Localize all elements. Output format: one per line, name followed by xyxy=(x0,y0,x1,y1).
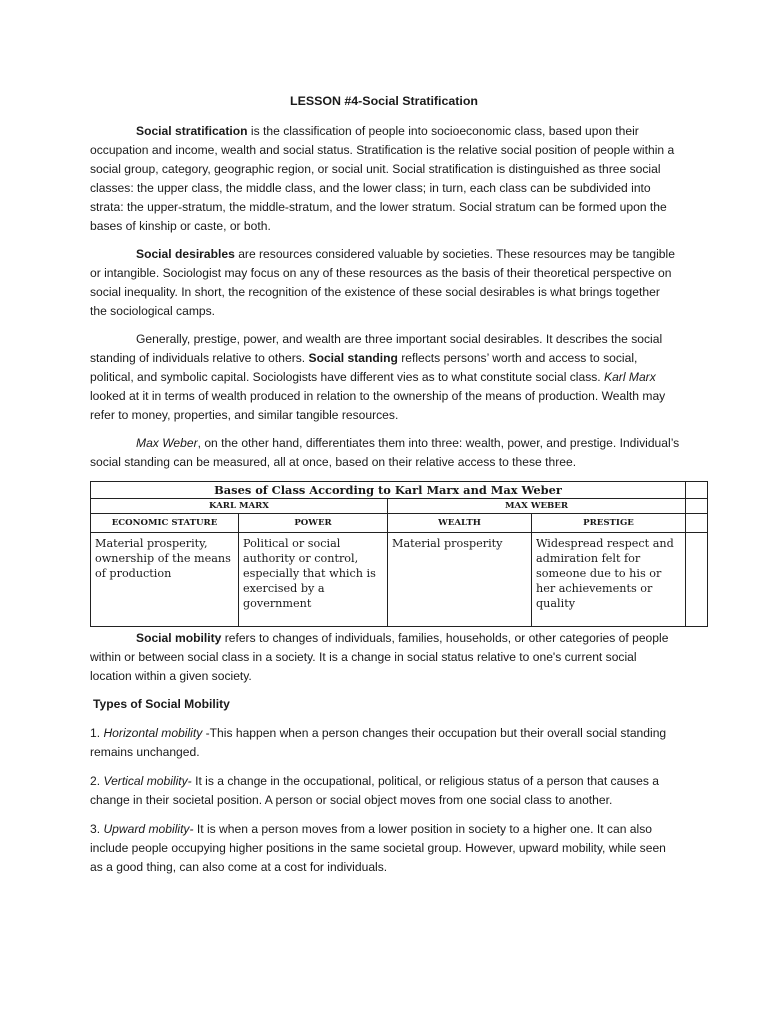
cell-economic-stature: Material prosperity, ownership of the means of production xyxy=(91,533,239,627)
column-header-power: POWER xyxy=(239,514,388,533)
paragraph-social-stratification: Social stratification is the classification of people into socioeconomic class, based upon their occupation and income, wealth and social status. Stratification is the relative social position of people within a social group, category, geographic region, or social unit. Social stratification is distinguished as three social classes: the upper class, the middle class, and the lower class; in turn, each class can be subdivided into strata: the upper-stratum, the middle-stratum, and the lower stratum. Social stratum can be formed upon the bases of kinship or caste, or both. xyxy=(90,124,675,233)
types-heading: Types of Social Mobility xyxy=(93,697,230,711)
column-header-wealth: WEALTH xyxy=(388,514,532,533)
type-name-horizontal: Horizontal mobility xyxy=(103,726,203,740)
paragraph-social-mobility: Social mobility refers to changes of individuals, families, households, or other categories of people within or between social class in a society. It is a change in social status relative to one's current social location within a given society. xyxy=(90,631,669,683)
type-name-vertical: Vertical mobility- xyxy=(103,774,192,788)
cell-prestige: Widespread respect and admiration felt for someone due to his or her achievements or quality xyxy=(532,533,686,627)
group-karl-marx: KARL MARX xyxy=(91,499,388,514)
name-karl-marx: Karl Marx xyxy=(604,370,656,384)
type-item-horizontal: 1. Horizontal mobility -This happen when a person changes their occupation but their overall social standing remains unchanged. xyxy=(90,726,667,759)
table-empty-cell xyxy=(686,499,708,514)
paragraph-social-desirables: Social desirables are resources considered valuable by societies. These resources may be tangible or intangible. Sociologist may focus on any of these resources as the basis of their theoretical perspective on social inequality. In short, the recognition of the existence of these social desirables is what brings together the sociological camps. xyxy=(90,247,675,318)
term-social-mobility: Social mobility xyxy=(136,631,222,645)
table-title: Bases of Class According to Karl Marx and Max Weber xyxy=(91,482,686,499)
cell-power: Political or social authority or control, especially that which is exercised by a government xyxy=(239,533,388,627)
name-max-weber: Max Weber xyxy=(136,436,198,450)
table-empty-cell xyxy=(686,533,708,627)
bases-of-class-table xyxy=(90,481,708,627)
term-social-stratification: Social stratification xyxy=(136,124,248,138)
table-empty-cell xyxy=(686,482,708,499)
column-header-prestige: PRESTIGE xyxy=(532,514,686,533)
group-max-weber: MAX WEBER xyxy=(388,499,686,514)
page-title: LESSON #4-Social Stratification xyxy=(290,94,478,108)
type-name-upward: Upward mobility- xyxy=(103,822,194,836)
term-social-desirables: Social desirables xyxy=(136,247,235,261)
type-item-upward: 3. Upward mobility- It is when a person moves from a lower position in society to a higher one. It can also include people occupying higher positions in the same societal group. However, upward mobility, while seen as a good thing, can also come at a cost for individuals. xyxy=(90,822,666,874)
term-social-standing: Social standing xyxy=(308,351,398,365)
cell-wealth: Material prosperity xyxy=(388,533,532,627)
paragraph-social-standing: Generally, prestige, power, and wealth are three important social desirables. It describes the social standing of individuals relative to others. Social standing reflects persons’ worth and access to social, political, and symbolic capital. Sociologists have different vies as to what constitute social class. Karl Marx looked at it in terms of wealth produced in relation to the ownership of the means of production. Wealth may refer to money, properties, and similar tangible resources. xyxy=(90,332,666,422)
type-item-vertical: 2. Vertical mobility- It is a change in the occupational, political, or religious status of a person that causes a change in their societal position. A person or social object moves from one social class to another. xyxy=(90,774,659,807)
table-empty-cell xyxy=(686,514,708,533)
paragraph-max-weber: Max Weber, on the other hand, differentiates them into three: wealth, power, and prestige. Individual’s social standing can be measured, all at once, based on their relative access to these three. xyxy=(90,436,680,469)
column-header-economic-stature: ECONOMIC STATURE xyxy=(91,514,239,533)
